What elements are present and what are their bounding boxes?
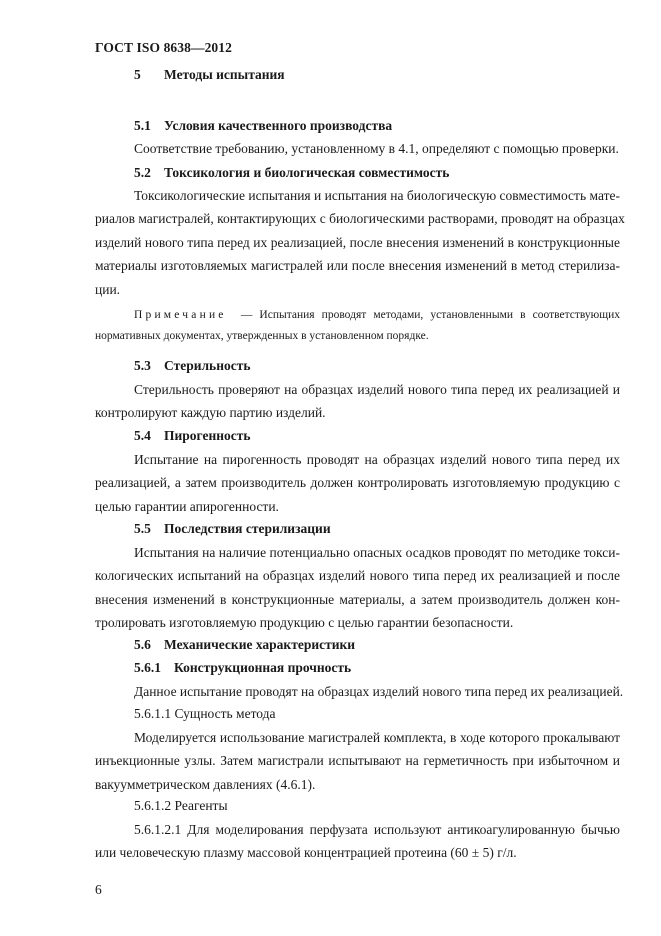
text-line: Стерильность проверяют на образцах изделий нового типа перед их реализацией и [134,382,620,397]
text-line: вакуумметрическом давлениях (4.6.1). [95,776,316,792]
section-heading-5 [134,67,285,83]
text-line: Испытание на пирогенность проводят на образцах изделий нового типа перед их [134,452,620,467]
section-number: 5.4 [134,428,151,443]
section-title: Токсикология и биологическая совместимость [164,165,450,180]
text-line: Моделируется использование магистралей комплекта, в ходе которого прокалывают [134,730,620,745]
text-line: реализацией, а затем производитель должен контролировать изготовляемую продукцию с [95,475,620,491]
text-line: контролируют каждую партию изделий. [95,405,326,421]
section-number: 5.5 [134,521,151,536]
section-heading-5-3 [134,358,250,374]
section-heading-5-1 [134,118,392,134]
text-line: внесения изменений в конструкционные материалы, а затем производитель должен кон- [95,591,620,607]
subsection-heading-5-6-1-2: 5.6.1.2 Реагенты [134,798,228,813]
section-number: 5.1 [134,118,151,133]
section-number: 5.6 [134,637,151,652]
section-title: Пирогенность [164,428,251,443]
text-line: материалы изготовляемых магистралей или после внесения изменений в метод стерилиза- [95,258,620,274]
note-line [95,305,620,326]
standard-designation: ГОСТ ISO 8638—2012 [95,40,232,55]
text-line: или человеческую плазму массовой концентрацией протеина (60 ± 5) г/л. [95,845,517,861]
section-number: 5.6.1 [134,660,161,675]
paragraph-5-2 [95,184,625,301]
section-number: 5 [134,67,141,82]
note-line: нормативных документах, утвержденных в установленном порядке. [95,330,429,342]
text-line: риалов магистралей, контактирующих с биологическими растворами, проводят на образцах [95,211,625,227]
text-line: ции. [95,281,121,297]
section-heading-5-4 [134,428,251,444]
note-label: Примечание [134,309,227,321]
section-number: 5.3 [134,358,151,373]
section-title: Последствия стерилизации [164,521,331,536]
text-line: целью гарантии апирогенности. [95,498,279,514]
text-line: 5.6.1.2.1 Для моделирования перфузата используют антикоагулированную бычью [134,822,620,837]
text-line: инъекционные узлы. Затем магистрали испытывают на герметичность при избыточном и [95,753,620,769]
paragraph-5-3 [95,378,620,425]
text-line: Соответствие требованию, установленному в 4.1, определяют с помощью проверки. [134,141,619,156]
text-line: Данное испытание проводят на образцах изделий нового типа перед их реализацией. [134,684,624,699]
text-line: Токсикологические испытания и испытания на биологическую совместимость мате- [134,188,620,203]
subsection-heading-5-6-1-1: 5.6.1.1 Сущность метода [134,706,276,721]
text-line: изделий нового типа перед их реализацией, после внесения изменений в конструкционные [95,234,620,250]
section-title: Механические характеристики [164,637,356,652]
section-title: Конструкционная прочность [174,660,352,675]
text-line: тролировать изготовляемую продукцию с целью гарантии безопасности. [95,615,514,631]
section-heading-5-6-1 [134,660,351,676]
paragraph-5-6-1-1 [95,726,620,796]
paragraph-5-6-1 [95,680,624,703]
text-line: Испытания на наличие потенциально опасных осадков проводят по методике токси- [134,545,620,560]
section-title: Стерильность [164,358,251,373]
note-5-2 [95,305,620,347]
text-line: кологических испытаний на образцах изделий нового типа перед их реализацией и после [95,568,620,584]
section-heading-5-6 [134,637,355,653]
section-title: Условия качественного производства [164,118,393,133]
section-heading-5-2 [134,165,449,181]
section-number: 5.2 [134,165,151,180]
page-number: 6 [95,882,102,897]
paragraph-5-6-1-2 [95,818,620,865]
section-title: Методы испытания [164,67,285,82]
paragraph-5-1 [95,137,620,160]
paragraph-5-4 [95,448,620,518]
note-text: — Испытания проводят методами, установленными в соответствующих [240,309,620,321]
section-heading-5-5 [134,521,331,537]
paragraph-5-5 [95,541,620,635]
